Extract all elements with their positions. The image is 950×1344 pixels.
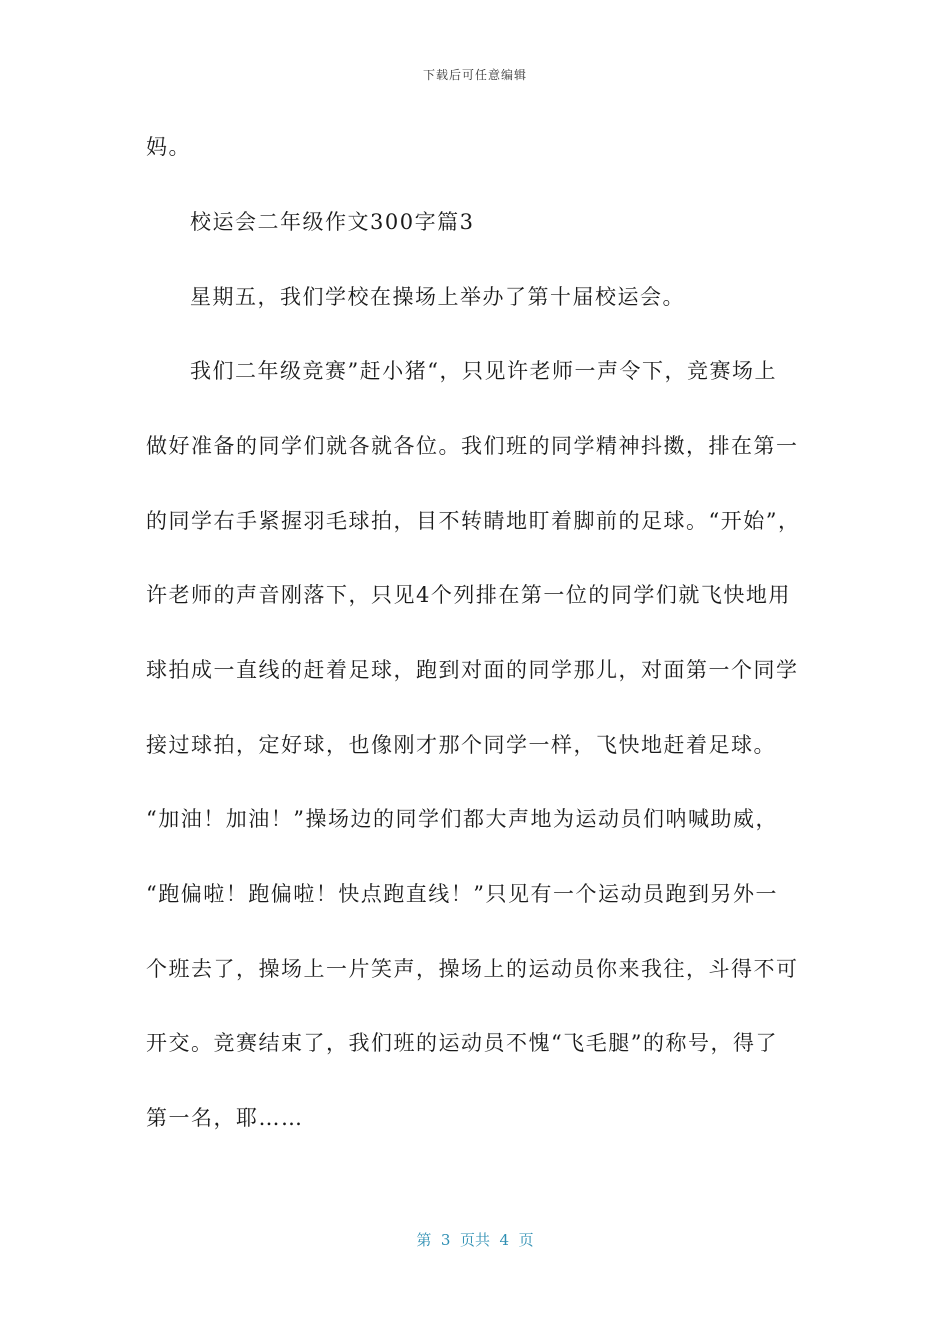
paragraph-line: 做好准备的同学们就各就各位。我们班的同学精神抖擞，排在第一: [146, 434, 799, 458]
paragraph-line: 许老师的声音刚落下，只见4个列排在第一位的同学们就飞快地用: [146, 583, 791, 607]
paragraph-line: 的同学右手紧握羽毛球拍，目不转睛地盯着脚前的足球。“开始”，: [146, 509, 801, 533]
page-footer: 第 3 页共 4 页: [416, 1231, 534, 1249]
paragraph-line: 个班去了，操场上一片笑声，操场上的运动员你来我往，斗得不可: [146, 957, 799, 981]
paragraph-line: 第一名，耶……: [146, 1106, 304, 1130]
paragraph-line: 星期五，我们学校在操场上举办了第十届校运会。: [190, 285, 685, 309]
paragraph-line: “跑偏啦！跑偏啦！快点跑直线！”只见有一个运动员跑到另外一: [146, 882, 778, 906]
paragraph-line: 球拍成一直线的赶着足球，跑到对面的同学那儿，对面第一个同学: [146, 658, 799, 682]
paragraph-line: 接过球拍，定好球，也像刚才那个同学一样，飞快地赶着足球。: [146, 733, 776, 757]
paragraph-line: 妈。: [146, 135, 191, 159]
section-heading: 校运会二年级作文300字篇3: [190, 210, 475, 234]
paragraph-line: 开交。竞赛结束了，我们班的运动员不愧“飞毛腿”的称号，得了: [146, 1031, 778, 1055]
paragraph-line: 我们二年级竞赛”赶小猪“，只见许老师一声令下，竞赛场上: [190, 359, 777, 383]
paragraph-line: “加油！加油！”操场边的同学们都大声地为运动员们呐喊助威，: [146, 807, 778, 831]
page-header: 下载后可任意编辑: [422, 68, 527, 82]
